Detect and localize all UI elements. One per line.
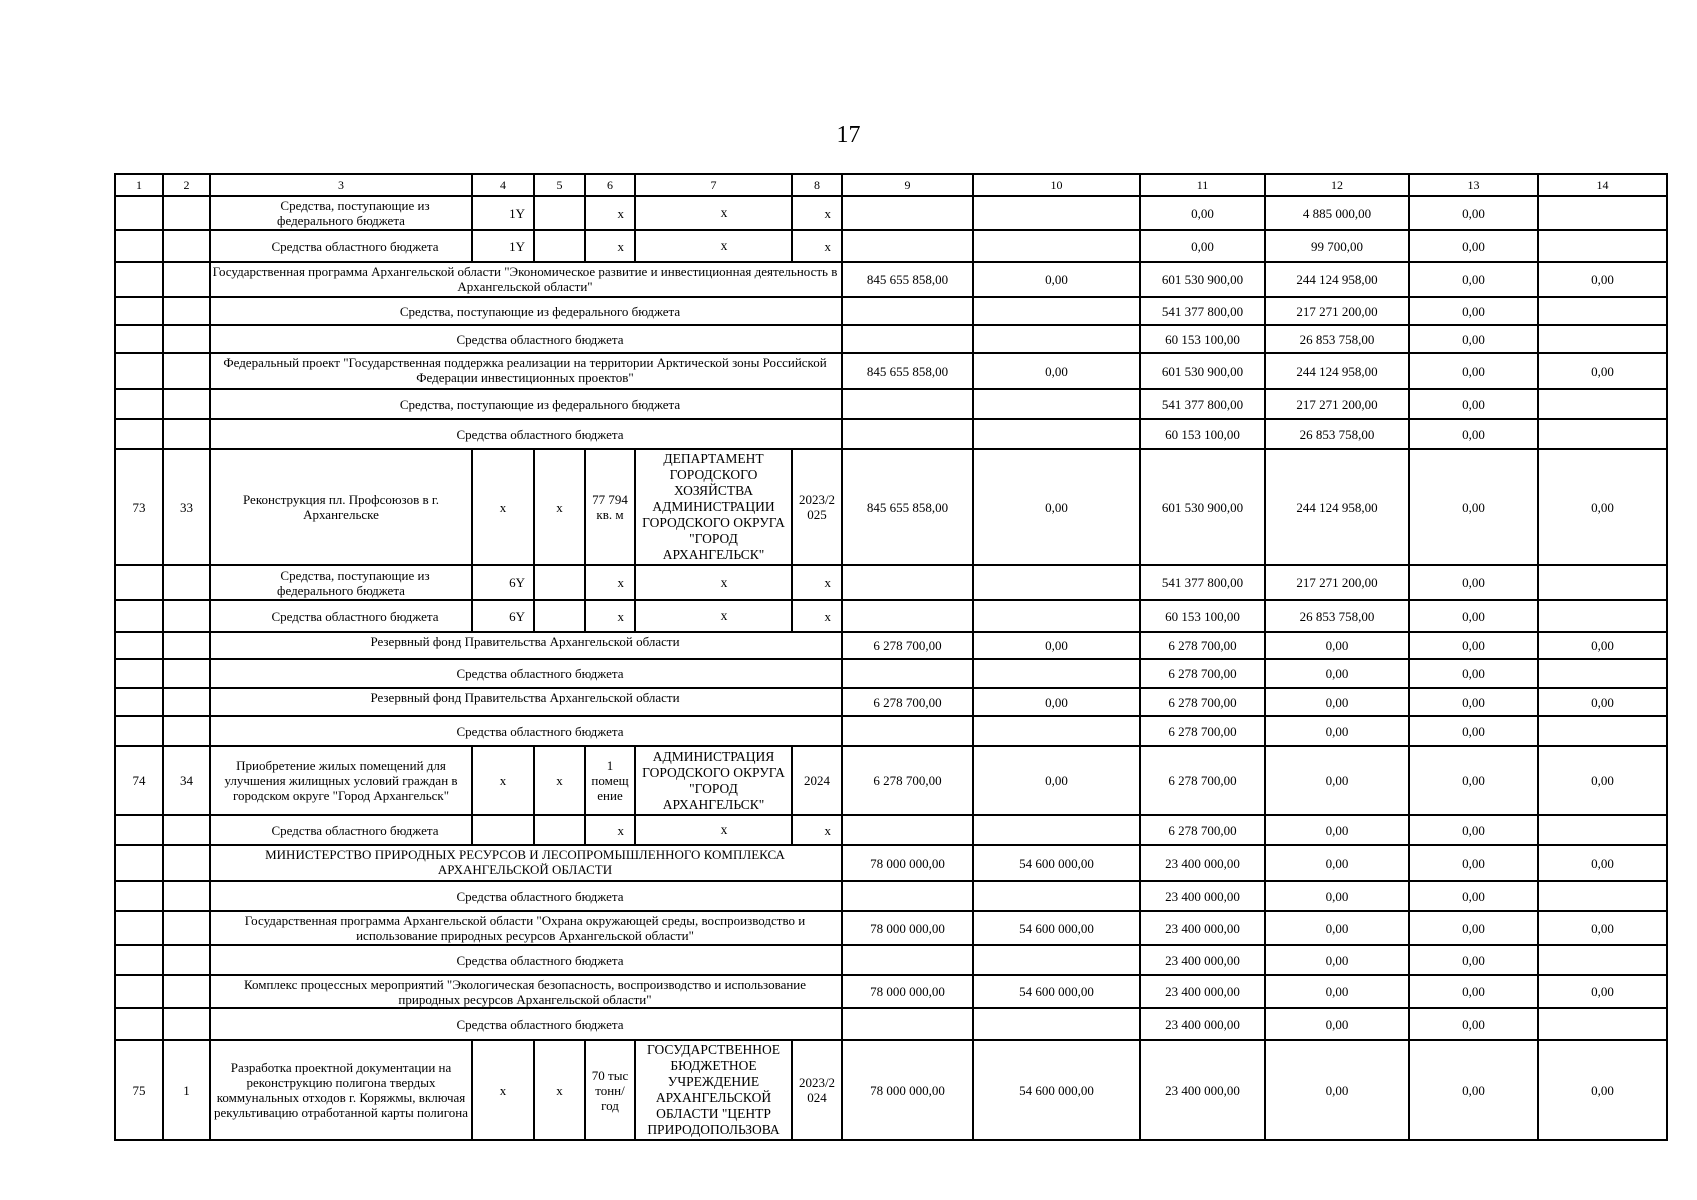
code-cell: 6Y [472, 565, 534, 600]
amount-cell [973, 325, 1140, 353]
amount-cell: 845 655 858,00 [842, 353, 973, 389]
row-number-cell [115, 881, 163, 911]
amount-cell: 0,00 [1409, 911, 1538, 945]
amount-cell: 0,00 [1538, 688, 1667, 716]
item-number-cell [163, 196, 210, 230]
amount-cell: 0,00 [973, 632, 1140, 659]
table-row [115, 419, 1667, 449]
item-number-cell: 33 [163, 449, 210, 565]
table-row [115, 325, 1667, 353]
item-number-cell [163, 945, 210, 975]
amount-cell: 0,00 [1409, 659, 1538, 688]
item-number-cell [163, 262, 210, 297]
value-cell: x [534, 746, 585, 815]
organization-cell: x [635, 230, 792, 262]
amount-cell: 845 655 858,00 [842, 449, 973, 565]
amount-cell: 0,00 [973, 449, 1140, 565]
code-cell: 1Y [472, 230, 534, 262]
table-row [115, 746, 1667, 815]
amount-cell: 0,00 [1409, 600, 1538, 632]
amount-cell: 23 400 000,00 [1140, 1040, 1265, 1140]
amount-cell [842, 600, 973, 632]
amount-cell: 601 530 900,00 [1140, 353, 1265, 389]
period-cell: x [792, 196, 842, 230]
amount-cell [973, 297, 1140, 325]
table-row [115, 196, 1667, 230]
amount-cell: 0,00 [1409, 230, 1538, 262]
row-number-cell [115, 815, 163, 845]
amount-cell: 0,00 [1265, 815, 1409, 845]
amount-cell: 6 278 700,00 [1140, 688, 1265, 716]
code-cell: x [472, 746, 534, 815]
row-number-cell [115, 196, 163, 230]
amount-cell [842, 196, 973, 230]
amount-cell: 23 400 000,00 [1140, 945, 1265, 975]
row-number-cell [115, 297, 163, 325]
amount-cell [842, 565, 973, 600]
row-number-cell [115, 716, 163, 746]
period-cell: x [792, 815, 842, 845]
item-number-cell [163, 845, 210, 881]
table-row [115, 353, 1667, 389]
amount-cell: 6 278 700,00 [842, 688, 973, 716]
value-cell [534, 230, 585, 262]
amount-cell: 0,00 [1409, 881, 1538, 911]
item-number-cell [163, 911, 210, 945]
amount-cell [1538, 325, 1667, 353]
amount-cell [973, 419, 1140, 449]
amount-cell [842, 881, 973, 911]
column-number-header: 9 [842, 174, 973, 196]
name-cell: Средства областного бюджета [210, 419, 842, 449]
name-cell: Средства областного бюджета [210, 600, 472, 632]
value-cell: x [534, 449, 585, 565]
table-row [115, 659, 1667, 688]
amount-cell [973, 389, 1140, 419]
item-number-cell [163, 1008, 210, 1040]
table-row [115, 297, 1667, 325]
amount-cell [842, 419, 973, 449]
amount-cell: 6 278 700,00 [1140, 632, 1265, 659]
item-number-cell [163, 659, 210, 688]
table-row [115, 881, 1667, 911]
item-number-cell [163, 716, 210, 746]
amount-cell [1538, 1008, 1667, 1040]
name-cell: Государственная программа Архангельской области "Охрана окружающей среды, воспроизводство и использование природных ресурсов Архангельской области" [210, 911, 842, 945]
amount-cell [842, 230, 973, 262]
capacity-cell: x [585, 196, 635, 230]
amount-cell: 0,00 [1538, 746, 1667, 815]
organization-cell: x [635, 196, 792, 230]
row-number-cell: 75 [115, 1040, 163, 1140]
amount-cell: 0,00 [1409, 297, 1538, 325]
table-row [115, 815, 1667, 845]
item-number-cell [163, 632, 210, 659]
amount-cell [1538, 389, 1667, 419]
name-cell: Средства областного бюджета [210, 815, 472, 845]
code-cell: x [472, 1040, 534, 1140]
name-cell: Средства областного бюджета [210, 1008, 842, 1040]
amount-cell: 23 400 000,00 [1140, 1008, 1265, 1040]
amount-cell [973, 196, 1140, 230]
item-number-cell [163, 297, 210, 325]
row-number-cell [115, 600, 163, 632]
amount-cell: 0,00 [1409, 815, 1538, 845]
amount-cell: 541 377 800,00 [1140, 297, 1265, 325]
row-number-cell [115, 1008, 163, 1040]
column-number-header: 14 [1538, 174, 1667, 196]
row-number-cell [115, 659, 163, 688]
amount-cell: 0,00 [973, 262, 1140, 297]
amount-cell: 0,00 [1265, 881, 1409, 911]
column-number-header: 7 [635, 174, 792, 196]
amount-cell: 23 400 000,00 [1140, 911, 1265, 945]
amount-cell: 78 000 000,00 [842, 1040, 973, 1140]
amount-cell [973, 659, 1140, 688]
amount-cell [973, 600, 1140, 632]
name-cell: МИНИСТЕРСТВО ПРИРОДНЫХ РЕСУРСОВ И ЛЕСОПРОМЫШЛЕННОГО КОМПЛЕКСА АРХАНГЕЛЬСКОЙ ОБЛАСТИ [210, 845, 842, 881]
item-number-cell [163, 325, 210, 353]
amount-cell: 26 853 758,00 [1265, 600, 1409, 632]
amount-cell: 26 853 758,00 [1265, 419, 1409, 449]
amount-cell: 244 124 958,00 [1265, 449, 1409, 565]
row-number-cell [115, 419, 163, 449]
column-number-header: 3 [210, 174, 472, 196]
table-row [115, 262, 1667, 297]
item-number-cell [163, 565, 210, 600]
amount-cell: 54 600 000,00 [973, 1040, 1140, 1140]
amount-cell: 0,00 [1265, 746, 1409, 815]
amount-cell: 0,00 [1538, 632, 1667, 659]
amount-cell: 541 377 800,00 [1140, 389, 1265, 419]
organization-cell: ГОСУДАРСТВЕННОЕ БЮДЖЕТНОЕ УЧРЕЖДЕНИЕ АРХАНГЕЛЬСКОЙ ОБЛАСТИ "ЦЕНТР ПРИРОДОПОЛЬЗОВА [635, 1040, 792, 1140]
budget-table [114, 173, 1668, 1141]
amount-cell: 0,00 [1538, 911, 1667, 945]
name-cell: Средства, поступающие из федерального бюджета [210, 297, 842, 325]
row-number-cell [115, 975, 163, 1008]
amount-cell [973, 230, 1140, 262]
table-header [115, 174, 1667, 196]
amount-cell: 0,00 [1409, 565, 1538, 600]
amount-cell [1538, 881, 1667, 911]
amount-cell: 0,00 [1409, 1040, 1538, 1140]
amount-cell: 0,00 [1409, 419, 1538, 449]
amount-cell: 0,00 [1265, 632, 1409, 659]
amount-cell: 0,00 [1409, 975, 1538, 1008]
amount-cell: 60 153 100,00 [1140, 419, 1265, 449]
page-number: 17 [836, 122, 861, 148]
capacity-cell: 70 тыс тонн/год [585, 1040, 635, 1140]
name-cell: Средства, поступающие из федерального бюджета [210, 196, 472, 230]
capacity-cell: 1 помещение [585, 746, 635, 815]
amount-cell [1538, 419, 1667, 449]
amount-cell [1538, 196, 1667, 230]
amount-cell: 0,00 [1265, 1008, 1409, 1040]
amount-cell: 0,00 [1409, 1008, 1538, 1040]
capacity-cell: x [585, 230, 635, 262]
item-number-cell [163, 975, 210, 1008]
amount-cell: 0,00 [1538, 449, 1667, 565]
name-cell: Средства областного бюджета [210, 881, 842, 911]
name-cell: Резервный фонд Правительства Архангельской области [210, 688, 842, 716]
amount-cell [1538, 230, 1667, 262]
row-number-cell: 74 [115, 746, 163, 815]
amount-cell: 0,00 [1409, 632, 1538, 659]
name-cell: Средства областного бюджета [210, 659, 842, 688]
amount-cell: 6 278 700,00 [1140, 746, 1265, 815]
period-cell: x [792, 230, 842, 262]
amount-cell: 23 400 000,00 [1140, 975, 1265, 1008]
column-number-header: 12 [1265, 174, 1409, 196]
row-number-cell [115, 325, 163, 353]
amount-cell: 78 000 000,00 [842, 911, 973, 945]
item-number-cell [163, 389, 210, 419]
name-cell: Реконструкция пл. Профсоюзов в г. Архангельске [210, 449, 472, 565]
column-number-header: 13 [1409, 174, 1538, 196]
table-row [115, 600, 1667, 632]
amount-cell: 0,00 [1265, 659, 1409, 688]
item-number-cell [163, 881, 210, 911]
row-number-cell [115, 565, 163, 600]
amount-cell [842, 815, 973, 845]
amount-cell: 0,00 [1538, 845, 1667, 881]
item-number-cell [163, 419, 210, 449]
table-row [115, 389, 1667, 419]
column-number-header: 4 [472, 174, 534, 196]
amount-cell: 0,00 [1538, 353, 1667, 389]
code-cell: 6Y [472, 600, 534, 632]
item-number-cell [163, 815, 210, 845]
name-cell: Средства областного бюджета [210, 325, 842, 353]
amount-cell: 0,00 [1409, 449, 1538, 565]
row-number-cell [115, 632, 163, 659]
amount-cell: 0,00 [1265, 716, 1409, 746]
amount-cell: 0,00 [1409, 945, 1538, 975]
table-row [115, 1008, 1667, 1040]
amount-cell: 0,00 [1409, 389, 1538, 419]
name-cell: Федеральный проект "Государственная поддержка реализации на территории Арктической зоны Российской Федерации инвестиционных проектов" [210, 353, 842, 389]
amount-cell [973, 945, 1140, 975]
header-row [115, 174, 1667, 196]
amount-cell [973, 815, 1140, 845]
amount-cell [1538, 565, 1667, 600]
amount-cell [842, 659, 973, 688]
amount-cell: 6 278 700,00 [1140, 815, 1265, 845]
row-number-cell [115, 230, 163, 262]
amount-cell: 244 124 958,00 [1265, 353, 1409, 389]
amount-cell [1538, 716, 1667, 746]
code-cell: x [472, 449, 534, 565]
amount-cell [842, 297, 973, 325]
table-row [115, 565, 1667, 600]
value-cell [534, 565, 585, 600]
amount-cell: 78 000 000,00 [842, 975, 973, 1008]
table-row [115, 845, 1667, 881]
amount-cell: 0,00 [1265, 911, 1409, 945]
amount-cell [973, 565, 1140, 600]
row-number-cell [115, 353, 163, 389]
period-cell: x [792, 600, 842, 632]
amount-cell: 601 530 900,00 [1140, 262, 1265, 297]
table-body [115, 196, 1667, 1140]
name-cell: Комплекс процессных мероприятий "Экологическая безопасность, воспроизводство и использование природных ресурсов Архангельской области" [210, 975, 842, 1008]
amount-cell: 23 400 000,00 [1140, 881, 1265, 911]
amount-cell: 601 530 900,00 [1140, 449, 1265, 565]
amount-cell [1538, 815, 1667, 845]
amount-cell [1538, 659, 1667, 688]
amount-cell: 0,00 [1409, 196, 1538, 230]
name-cell: Средства областного бюджета [210, 716, 842, 746]
amount-cell: 54 600 000,00 [973, 845, 1140, 881]
amount-cell: 0,00 [973, 353, 1140, 389]
column-number-header: 2 [163, 174, 210, 196]
organization-cell: x [635, 815, 792, 845]
amount-cell: 0,00 [1538, 262, 1667, 297]
period-cell: 2023/2025 [792, 449, 842, 565]
table-row [115, 911, 1667, 945]
row-number-cell [115, 262, 163, 297]
code-cell: 1Y [472, 196, 534, 230]
amount-cell: 0,00 [1265, 688, 1409, 716]
amount-cell: 217 271 200,00 [1265, 389, 1409, 419]
amount-cell: 217 271 200,00 [1265, 565, 1409, 600]
item-number-cell [163, 230, 210, 262]
period-cell: 2024 [792, 746, 842, 815]
organization-cell: ДЕПАРТАМЕНТ ГОРОДСКОГО ХОЗЯЙСТВА АДМИНИСТРАЦИИ ГОРОДСКОГО ОКРУГА "ГОРОД АРХАНГЕЛЬСК" [635, 449, 792, 565]
table-row [115, 449, 1667, 565]
amount-cell: 6 278 700,00 [842, 632, 973, 659]
name-cell: Приобретение жилых помещений для улучшения жилищных условий граждан в городском округе "Город Архангельск" [210, 746, 472, 815]
table-row [115, 632, 1667, 659]
value-cell [534, 815, 585, 845]
table-row [115, 716, 1667, 746]
value-cell: x [534, 1040, 585, 1140]
amount-cell: 0,00 [1409, 688, 1538, 716]
amount-cell: 23 400 000,00 [1140, 845, 1265, 881]
amount-cell: 0,00 [1409, 746, 1538, 815]
column-number-header: 11 [1140, 174, 1265, 196]
amount-cell [842, 1008, 973, 1040]
amount-cell: 54 600 000,00 [973, 975, 1140, 1008]
table-row [115, 1040, 1667, 1140]
period-cell: 2023/2024 [792, 1040, 842, 1140]
capacity-cell: x [585, 600, 635, 632]
table-row [115, 230, 1667, 262]
amount-cell [842, 325, 973, 353]
amount-cell [973, 1008, 1140, 1040]
row-number-cell [115, 945, 163, 975]
row-number-cell [115, 688, 163, 716]
capacity-cell: x [585, 565, 635, 600]
amount-cell: 0,00 [1140, 230, 1265, 262]
row-number-cell: 73 [115, 449, 163, 565]
name-cell: Государственная программа Архангельской области "Экономическое развитие и инвестиционная деятельность в Архангельской области" [210, 262, 842, 297]
amount-cell: 60 153 100,00 [1140, 600, 1265, 632]
amount-cell: 54 600 000,00 [973, 911, 1140, 945]
amount-cell: 0,00 [1538, 1040, 1667, 1140]
item-number-cell: 34 [163, 746, 210, 815]
capacity-cell: 77 794 кв. м [585, 449, 635, 565]
amount-cell [973, 881, 1140, 911]
name-cell: Средства областного бюджета [210, 230, 472, 262]
amount-cell: 4 885 000,00 [1265, 196, 1409, 230]
row-number-cell [115, 389, 163, 419]
value-cell [534, 600, 585, 632]
amount-cell [1538, 600, 1667, 632]
value-cell [534, 196, 585, 230]
amount-cell: 217 271 200,00 [1265, 297, 1409, 325]
amount-cell: 0,00 [1265, 975, 1409, 1008]
column-number-header: 10 [973, 174, 1140, 196]
item-number-cell [163, 600, 210, 632]
row-number-cell [115, 845, 163, 881]
organization-cell: АДМИНИСТРАЦИЯ ГОРОДСКОГО ОКРУГА "ГОРОД АРХАНГЕЛЬСК" [635, 746, 792, 815]
amount-cell: 0,00 [1409, 262, 1538, 297]
item-number-cell: 1 [163, 1040, 210, 1140]
amount-cell: 6 278 700,00 [842, 746, 973, 815]
amount-cell: 541 377 800,00 [1140, 565, 1265, 600]
amount-cell: 845 655 858,00 [842, 262, 973, 297]
item-number-cell [163, 353, 210, 389]
name-cell: Разработка проектной документации на реконструкцию полигона твердых коммунальных отходов г. Коряжмы, включая рекультивацию отработанной карты полигона [210, 1040, 472, 1140]
item-number-cell [163, 688, 210, 716]
table-row [115, 975, 1667, 1008]
code-cell [472, 815, 534, 845]
amount-cell: 0,00 [1409, 845, 1538, 881]
amount-cell: 0,00 [1265, 845, 1409, 881]
amount-cell: 0,00 [1538, 975, 1667, 1008]
amount-cell: 6 278 700,00 [1140, 716, 1265, 746]
amount-cell [842, 716, 973, 746]
period-cell: x [792, 565, 842, 600]
amount-cell [842, 945, 973, 975]
amount-cell: 0,00 [973, 688, 1140, 716]
amount-cell: 0,00 [1409, 353, 1538, 389]
column-number-header: 1 [115, 174, 163, 196]
amount-cell: 60 153 100,00 [1140, 325, 1265, 353]
column-number-header: 8 [792, 174, 842, 196]
amount-cell: 0,00 [1265, 1040, 1409, 1140]
column-number-header: 5 [534, 174, 585, 196]
column-number-header: 6 [585, 174, 635, 196]
amount-cell: 0,00 [1265, 945, 1409, 975]
amount-cell: 0,00 [1140, 196, 1265, 230]
amount-cell [973, 716, 1140, 746]
amount-cell [1538, 297, 1667, 325]
name-cell: Средства областного бюджета [210, 945, 842, 975]
name-cell: Средства, поступающие из федерального бюджета [210, 565, 472, 600]
amount-cell: 99 700,00 [1265, 230, 1409, 262]
amount-cell: 0,00 [1409, 325, 1538, 353]
name-cell: Резервный фонд Правительства Архангельской области [210, 632, 842, 659]
organization-cell: x [635, 600, 792, 632]
amount-cell: 244 124 958,00 [1265, 262, 1409, 297]
name-cell: Средства, поступающие из федерального бюджета [210, 389, 842, 419]
table-row [115, 688, 1667, 716]
amount-cell: 0,00 [1409, 716, 1538, 746]
table-row [115, 945, 1667, 975]
amount-cell: 0,00 [973, 746, 1140, 815]
organization-cell: x [635, 565, 792, 600]
row-number-cell [115, 911, 163, 945]
amount-cell: 26 853 758,00 [1265, 325, 1409, 353]
amount-cell [1538, 945, 1667, 975]
capacity-cell: x [585, 815, 635, 845]
amount-cell: 78 000 000,00 [842, 845, 973, 881]
amount-cell [842, 389, 973, 419]
amount-cell: 6 278 700,00 [1140, 659, 1265, 688]
